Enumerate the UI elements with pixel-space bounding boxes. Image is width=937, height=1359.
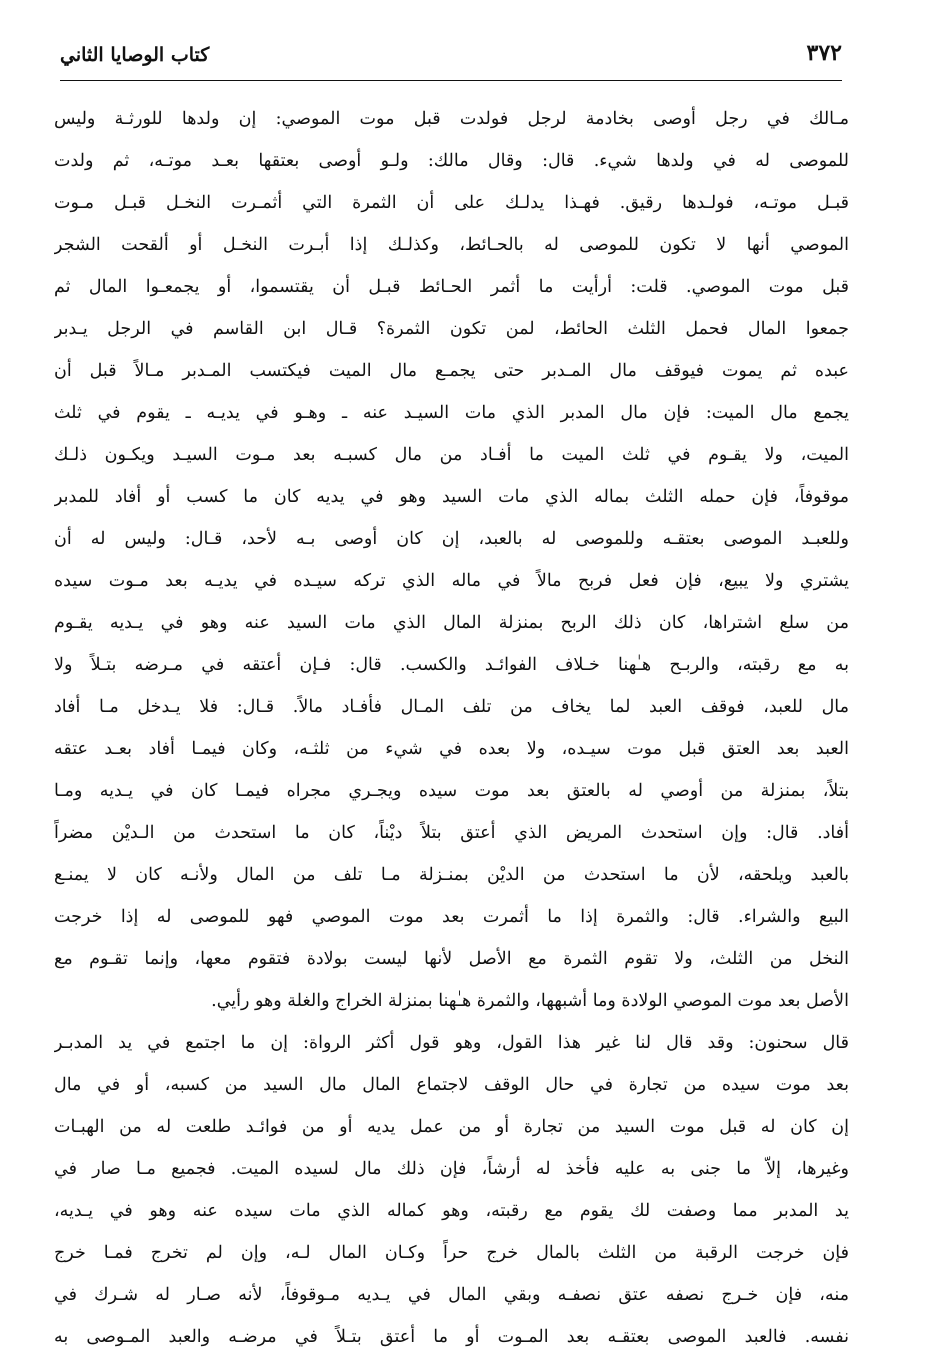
text-line: البيع والشراء. قال: والثمرة إذا ما أثمرت بعد موت الموصي فهو للموصى له إذا خرجت: [54, 907, 849, 927]
text-line: نفسه. فالعبد الموصى بعتقـه بعد المـوت أو ما أعتق بتـلاً في مرضـه والعبد المـوصى به: [54, 1327, 849, 1347]
text-line: فإن خرجت الرقبة من الثلث بالمال خرج حراً وكـان المال لـه، وإن لم تخرج فمـا خرج: [54, 1243, 849, 1263]
text-line: وغيرها، إلاّ ما جنى به عليه فأخذ له أرشاً، فإن ذلك مال لسيده الميت. فجميع مـا صار في: [54, 1159, 849, 1179]
text-line: يجمع مال الميت: فإن مال المدبر الذي مات السيـد عنه ـ وهـو في يديـه ـ يقوم في ثلث: [54, 403, 849, 423]
text-line: مال للعبد، فوقف العبد لما يخاف من تلف المـال فأفـاد مالاً. قـال: فلا يـدخل مـا أفاد: [54, 697, 849, 717]
text-line: إن كان له قبل موت السيد من تجارة أو من عمل يديه أو من فوائـد طلعت له من الهبـات: [54, 1117, 849, 1137]
body-text: [54, 98, 849, 1358]
text-line: يد المدبر مما وصفت لك يقوم مع رقبته، وهو كماله الذي مات سيده عنه وهو في يـديه،: [54, 1201, 849, 1221]
text-line: الميت، ولا يقـوم في ثلث الميت ما أفـاد من مال كسبـه بعد مـوت السيـد ويكـون ذلـك: [54, 445, 849, 465]
text-line: النخل من الثلث، ولا تقوم الثمرة مع الأصل لأنها ليست بولادة فتقوم معها، وإنما تقـوم مع: [54, 949, 849, 969]
page-header: [60, 30, 842, 82]
text-line: به مع رقبته، والربـح هـٰهنا خـلاف الفوائـد والكسب. قال: فـإن أعتقه في مـرضه بتـلاً ولا: [54, 655, 849, 675]
text-line: بالعبد ويلحقه، لأن ما استحدث من الديْن بمنـزلة مـا تلف من المال ولأنـه كان لا يمنـع: [54, 865, 849, 885]
text-line: الأصل بعد موت الموصي الولادة وما أشبهها، والثمرة هـٰهنا بمنزلة الخراج والغلة وهو رأيي.: [211, 991, 849, 1011]
text-line: قبل موت الموصي. قلت: أرأيت ما أثمر الحـائط قبـل أن يقتسموا، أو يجمعـوا المال ثم: [54, 277, 849, 297]
text-line: مـالك في رجل أوصى بخادمة لرجل فولدت قبل موت الموصي: إن ولدها للورثـة وليس: [54, 109, 849, 129]
text-line: قبـل موتـه، فولـدها رقيق. فهـذا يدلـك على أن الثمرة التي أثمـرت النخـل قبـل مـوت: [54, 193, 849, 213]
text-line: أفاد. قال: وإن استحدث المريض الذي أعتق بتلاً ديْناً، كان ما استحدث من الـديْن مضراً: [54, 823, 849, 843]
text-line: جمعوا المال فحمل الثلث الحائط، لمن تكون الثمرة؟ قـال ابن القاسم في الرجل يـدبر: [54, 319, 849, 339]
text-line: وللعبـد الموصى بعتقـه وللموصى له بالعبد، إن كان أوصى بـه لأحد، قـال: وليس له أن: [54, 529, 849, 549]
page-number: ٣٧٢: [806, 40, 842, 66]
text-line: الموصي أنها لا تكون للموصى له بالحـائط، وكذلـك إذا أبـرت النخـل أو ألقحت الشجر: [54, 235, 849, 255]
text-line: العبد بعد العتق قبل موت سيـده، ولا بعده في شيء من ثلثـه، وكان فيمـا أفاد بعـد عتقه: [54, 739, 849, 759]
text-line: قال سحنون: وقد قال لنا غير هذا القول، وهو قول أكثر الرواة: إن ما اجتمع في يد المدبـر: [54, 1033, 849, 1053]
text-line: منه، فإن خـرج نصفه عتق نصفـه وبقي المال في يـديه مـوقوفاً، لأنه صـار له شـرك في: [54, 1285, 849, 1305]
text-line: بعد موت سيده من تجارة في حال الوقف لاجتماع المال مال السيد من كسبه، أو في مال: [54, 1075, 849, 1095]
header-divider: [60, 80, 842, 81]
running-title: كتاب الوصايا الثاني: [60, 44, 210, 66]
text-line: يشتري ولا يبيع، فإن فعل فربح مالاً في ماله الذي تركه سيـده في يديـه بعد مـوت سيده: [54, 571, 849, 591]
text-line: موقوفاً، فإن حمله الثلث بماله الذي مات السيد وهو في يديه كان ما كسب أو أفاد للمدبر: [54, 487, 849, 507]
text-line: عبده ثم يموت فيوقف مال المـدبر حتى يجمـع مال الميت فيكتسب المـدبر مـالاً قبل أن: [54, 361, 849, 381]
text-line: للموصى له في ولدها شيء. قال: وقال مالك: ولـو أوصى بعتقها بعـد موتـه، ثم ولدت: [54, 151, 849, 171]
text-line: من سلع اشتراها، كان ذلك الربح بمنزلة المال الذي مات السيد عنه وهو في يـديه يقـوم: [54, 613, 849, 633]
text-line: بتلاً، بمنزلة من أوصي له بالعتق بعد موت سيده ويجـري مجراه فيمـا كان في يـديه ومـا: [54, 781, 849, 801]
